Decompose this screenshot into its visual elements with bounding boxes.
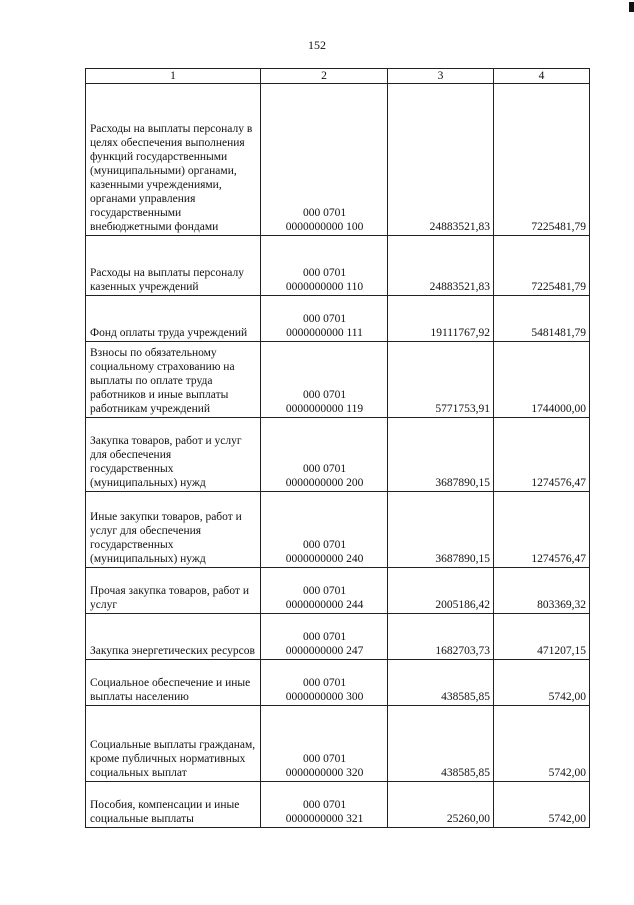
- row-name: Социальное обеспечение и иные выплаты населению: [86, 660, 261, 706]
- row-code-line1: 000 0701: [302, 313, 347, 325]
- row-code: [261, 296, 388, 342]
- header-col-3: 3: [388, 69, 494, 84]
- table-row: [86, 492, 590, 568]
- table-row: [86, 782, 590, 828]
- row-code-line1: 000 0701: [302, 799, 347, 811]
- row-code-line2: 0000000000 100: [285, 221, 364, 233]
- row-col3-value: 2005186,42: [388, 568, 494, 614]
- page-number: 152: [308, 38, 326, 52]
- row-name: Расходы на выплаты персоналу в целях обеспечения выполнения функций государственными (муниципальными) органами, казенными учреждениями, органами управления государственными внебюджетными фондами: [86, 84, 261, 236]
- header-row: [86, 69, 590, 84]
- row-name: Фонд оплаты труда учреждений: [86, 296, 261, 342]
- row-col4-value: 803369,32: [494, 568, 590, 614]
- row-col3-value: 3687890,15: [388, 492, 494, 568]
- row-code-line2: 0000000000 320: [285, 767, 364, 779]
- row-code: [261, 614, 388, 660]
- row-col3-value: 19111767,92: [388, 296, 494, 342]
- row-code-line2: 0000000000 247: [285, 645, 364, 657]
- row-code: [261, 568, 388, 614]
- row-name: Закупка товаров, работ и услуг для обеспечения государственных (муниципальных) нужд: [86, 418, 261, 492]
- row-code-line2: 0000000000 240: [285, 553, 364, 565]
- row-code-line2: 0000000000 321: [285, 813, 364, 825]
- table-row: [86, 418, 590, 492]
- row-col4-value: 5742,00: [494, 706, 590, 782]
- table-body: [86, 84, 590, 828]
- row-code: [261, 342, 388, 418]
- row-code-line1: 000 0701: [302, 267, 347, 279]
- row-name: Взносы по обязательному социальному страхованию на выплаты по оплате труда работников и иные выплаты работникам учреждений: [86, 342, 261, 418]
- row-code: [261, 492, 388, 568]
- row-code: [261, 236, 388, 296]
- table-row: [86, 706, 590, 782]
- row-code: [261, 782, 388, 828]
- header-col-2: 2: [261, 69, 388, 84]
- row-code: [261, 84, 388, 236]
- row-code-line1: 000 0701: [302, 207, 347, 219]
- header-col-1: 1: [86, 69, 261, 84]
- row-code-line1: 000 0701: [302, 585, 347, 597]
- budget-table: [85, 68, 590, 828]
- row-col4-value: 7225481,79: [494, 84, 590, 236]
- row-code: [261, 660, 388, 706]
- corner-scan-mark: [629, 2, 634, 12]
- row-code-line2: 0000000000 300: [285, 691, 364, 703]
- row-col4-value: 1274576,47: [494, 492, 590, 568]
- row-name: Прочая закупка товаров, работ и услуг: [86, 568, 261, 614]
- row-name: Иные закупки товаров, работ и услуг для обеспечения государственных (муниципальных) нужд: [86, 492, 261, 568]
- row-col4-value: 471207,15: [494, 614, 590, 660]
- row-code-line1: 000 0701: [302, 539, 347, 551]
- row-name: Социальные выплаты гражданам, кроме публичных нормативных социальных выплат: [86, 706, 261, 782]
- row-col3-value: 5771753,91: [388, 342, 494, 418]
- header-col-4: 4: [494, 69, 590, 84]
- row-code-line2: 0000000000 119: [285, 403, 364, 415]
- row-col3-value: 438585,85: [388, 706, 494, 782]
- row-col3-value: 24883521,83: [388, 236, 494, 296]
- row-col4-value: 5481481,79: [494, 296, 590, 342]
- row-col3-value: 25260,00: [388, 782, 494, 828]
- row-name: Пособия, компенсации и иные социальные выплаты: [86, 782, 261, 828]
- table-row: [86, 568, 590, 614]
- row-code-line2: 0000000000 200: [285, 477, 364, 489]
- table-row: [86, 236, 590, 296]
- row-code-line2: 0000000000 111: [286, 327, 363, 339]
- row-code-line1: 000 0701: [302, 677, 347, 689]
- row-col3-value: 438585,85: [388, 660, 494, 706]
- row-code-line1: 000 0701: [302, 753, 347, 765]
- row-code-line1: 000 0701: [302, 631, 347, 643]
- row-code-line2: 0000000000 110: [285, 281, 364, 293]
- row-col3-value: 24883521,83: [388, 84, 494, 236]
- table-row: [86, 342, 590, 418]
- table-row: [86, 660, 590, 706]
- row-code-line1: 000 0701: [302, 389, 347, 401]
- row-col4-value: 5742,00: [494, 782, 590, 828]
- row-col3-value: 1682703,73: [388, 614, 494, 660]
- row-col4-value: 5742,00: [494, 660, 590, 706]
- row-code-line1: 000 0701: [302, 463, 347, 475]
- row-code: [261, 418, 388, 492]
- table-row: [86, 84, 590, 236]
- table-row: [86, 296, 590, 342]
- row-code-line2: 0000000000 244: [285, 599, 364, 611]
- row-code: [261, 706, 388, 782]
- row-name: Расходы на выплаты персоналу казенных учреждений: [86, 236, 261, 296]
- row-col3-value: 3687890,15: [388, 418, 494, 492]
- row-col4-value: 7225481,79: [494, 236, 590, 296]
- row-col4-value: 1744000,00: [494, 342, 590, 418]
- row-col4-value: 1274576,47: [494, 418, 590, 492]
- row-name: Закупка энергетических ресурсов: [86, 614, 261, 660]
- table-row: [86, 614, 590, 660]
